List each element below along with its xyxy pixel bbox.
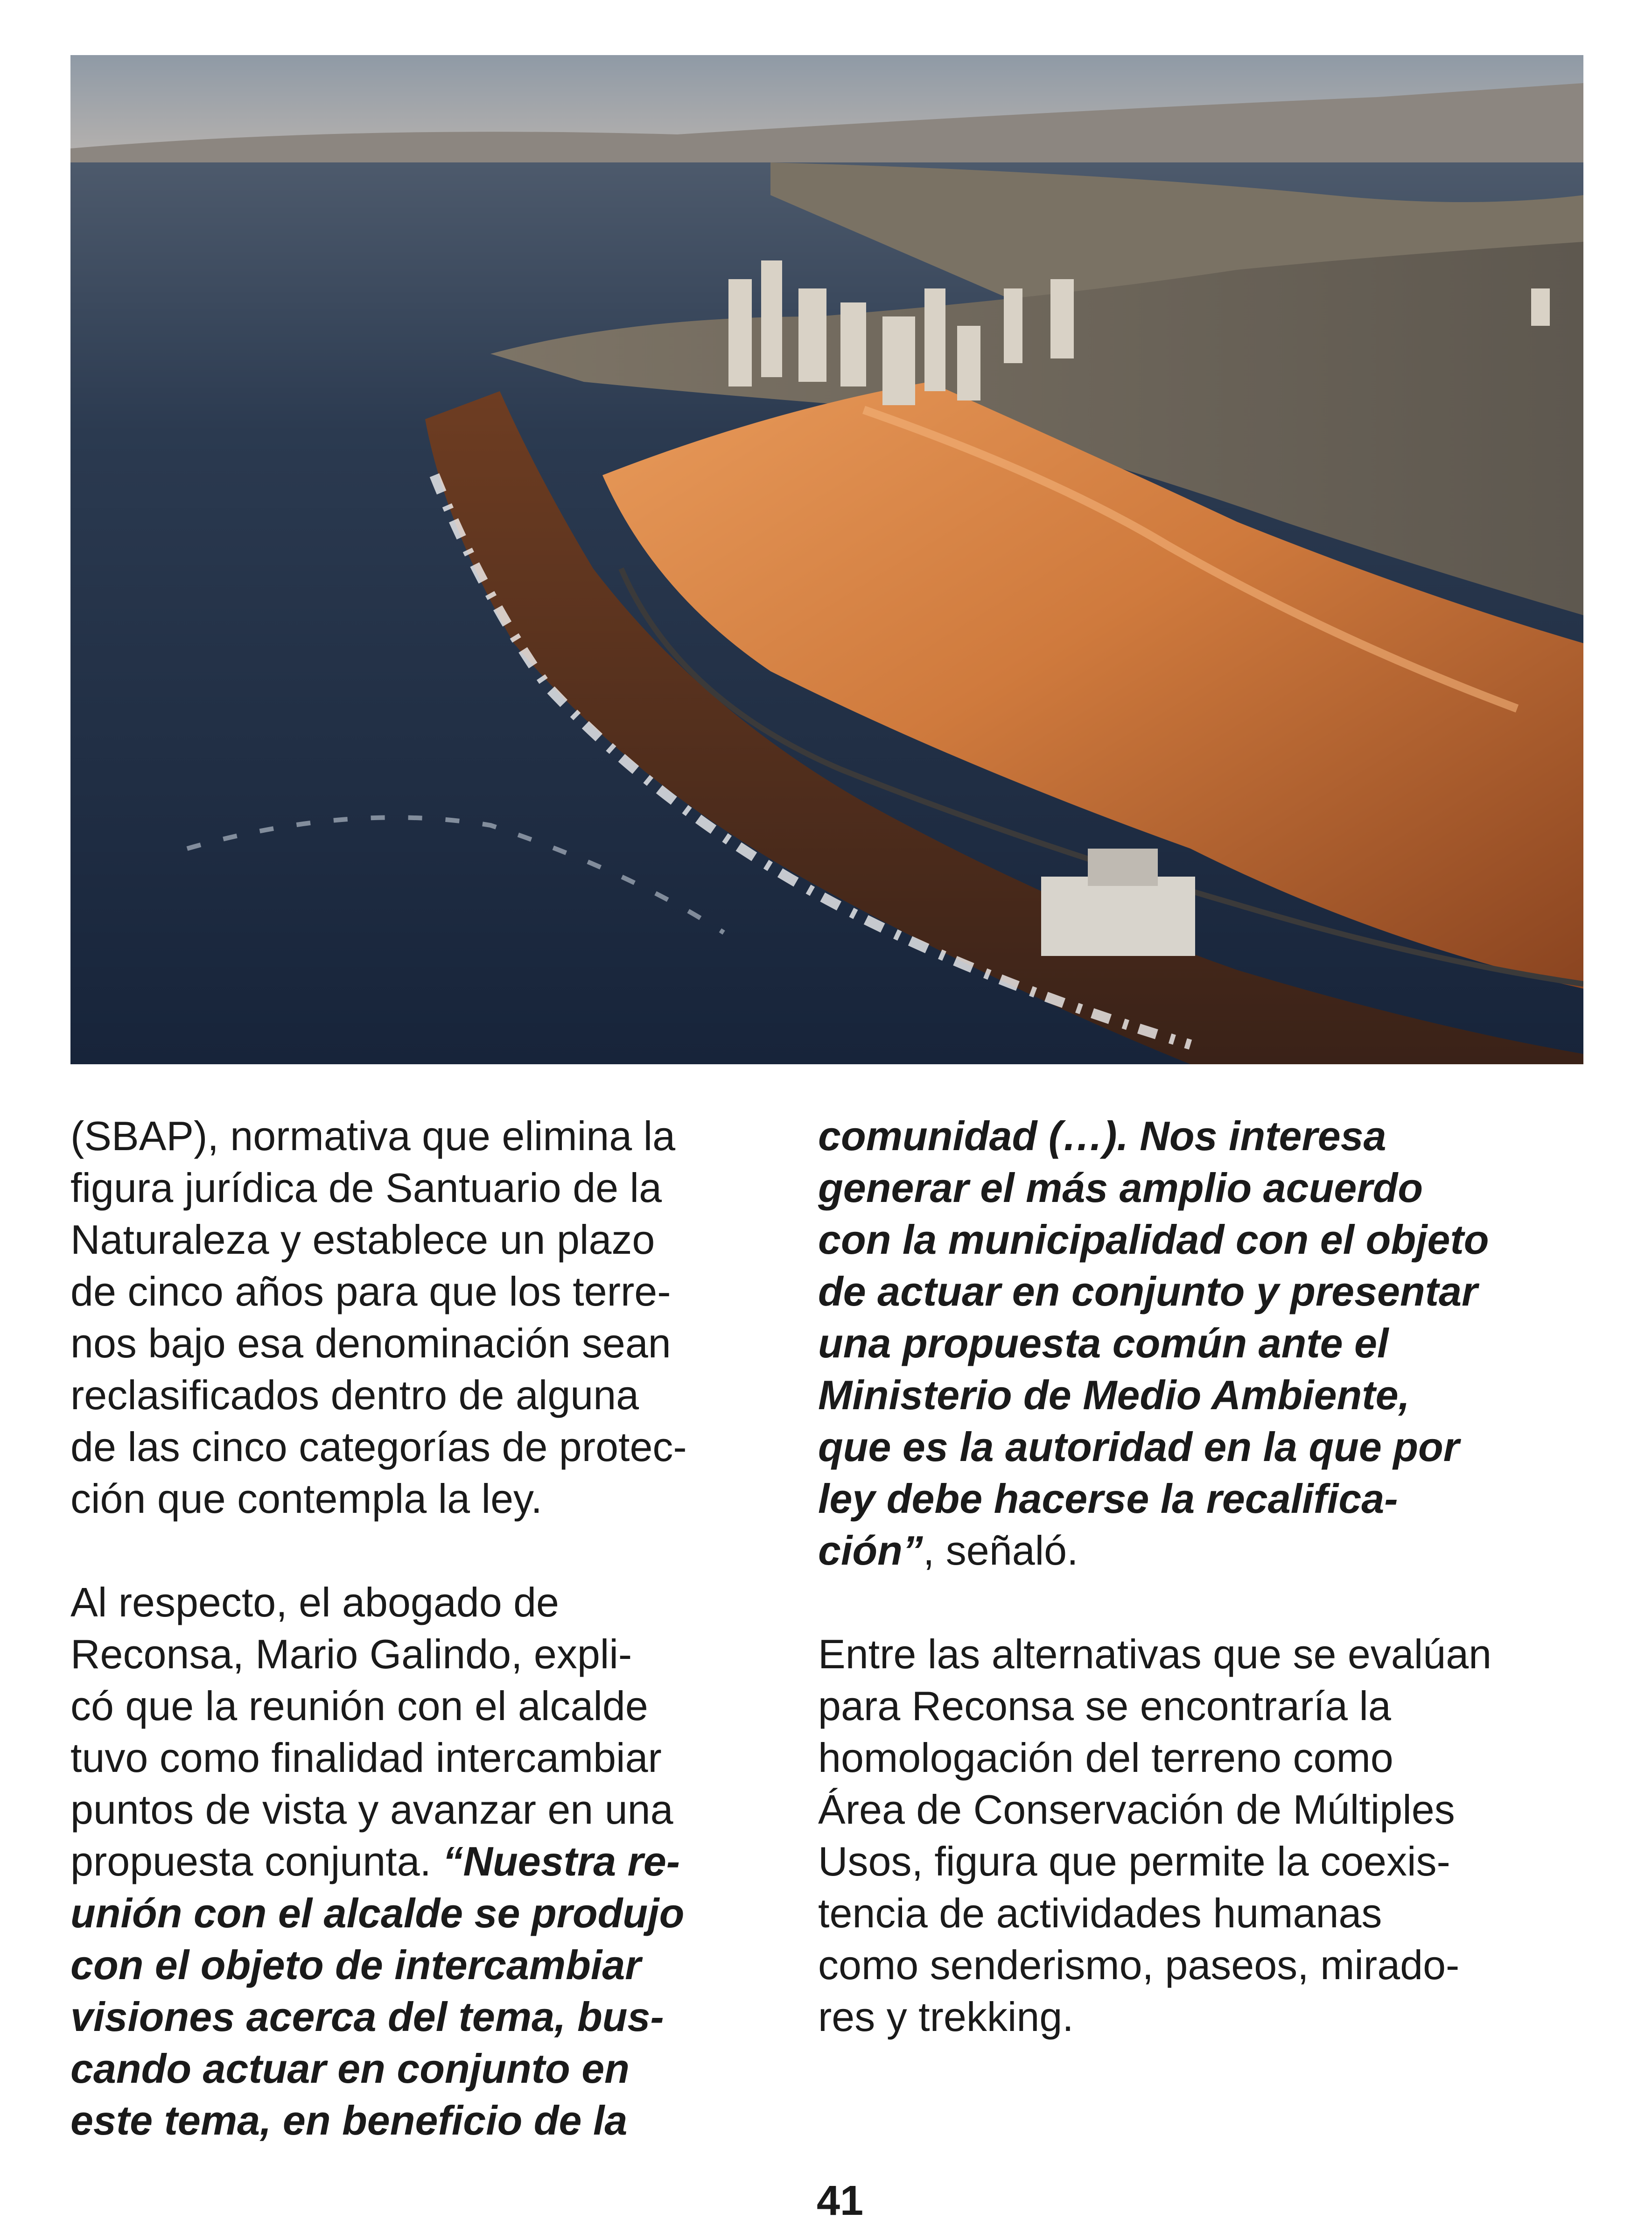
quote-line: unión con el alcalde se produjo (70, 1890, 685, 1936)
text-line: homologación del terreno como (818, 1735, 1393, 1781)
text-line: de las cinco categorías de protec- (70, 1424, 687, 1470)
page-number: 41 (816, 2178, 864, 2224)
text-line: para Reconsa se encontraría la (818, 1683, 1391, 1729)
text-line: figura jurídica de Santuario de la (70, 1165, 662, 1211)
quote-fragment: ción” (818, 1527, 923, 1574)
quote-line: cando actuar en conjunto en (70, 2045, 630, 2092)
quote-fragment: “Nuestra re- (442, 1838, 680, 1884)
quote-line: con el objeto de intercambiar (70, 1942, 641, 1988)
aerial-coast-photo (70, 55, 1583, 1064)
text-line: Área de Conservación de Múltiples (818, 1786, 1455, 1833)
quote-line: este tema, en beneficio de la (70, 2097, 628, 2143)
right-column (818, 1110, 1527, 2094)
text-line: Al respecto, el abogado de (70, 1579, 559, 1625)
left-paragraph-1 (70, 1110, 780, 1524)
text-line: (SBAP), normativa que elimina la (70, 1113, 676, 1159)
left-column (70, 1110, 780, 2198)
right-paragraph-1 (818, 1110, 1527, 1576)
quote-line: comunidad (…). Nos interesa (818, 1113, 1386, 1159)
text-line (70, 1835, 780, 1887)
text-line: nos bajo esa denominación sean (70, 1320, 671, 1366)
text-line: Usos, figura que permite la coexis- (818, 1838, 1450, 1884)
text-line: como senderismo, paseos, mirado- (818, 1942, 1460, 1988)
text-line: tuvo como finalidad intercambiar (70, 1735, 662, 1781)
text-line: có que la reunión con el alcalde (70, 1683, 648, 1729)
right-paragraph-2 (818, 1628, 1527, 2043)
quote-line: Ministerio de Medio Ambiente, (818, 1372, 1410, 1418)
text-fragment: , señaló. (923, 1527, 1078, 1574)
text-line: Entre las alternativas que se evalúan (818, 1631, 1492, 1677)
quote-line: generar el más amplio acuerdo (818, 1165, 1423, 1211)
text-line: reclasificados dentro de alguna (70, 1372, 639, 1418)
text-line: tencia de actividades humanas (818, 1890, 1382, 1936)
text-line: Naturaleza y establece un plazo (70, 1216, 655, 1263)
quote-line: con la municipalidad con el objeto (818, 1216, 1489, 1263)
quote-line: que es la autoridad en la que por (818, 1424, 1460, 1470)
quote-line: visiones acerca del tema, bus- (70, 1994, 664, 2040)
text-line (818, 1524, 1527, 1576)
text-fragment: propuesta conjunta. (70, 1838, 443, 1884)
quote-line: ley debe hacerse la recalifica- (818, 1475, 1398, 1522)
quote-line: de actuar en conjunto y presentar (818, 1268, 1478, 1314)
left-paragraph-2 (70, 1576, 780, 2146)
text-line: de cinco años para que los terre- (70, 1268, 671, 1314)
quote-line: una propuesta común ante el (818, 1320, 1389, 1366)
text-line: res y trekking. (818, 1994, 1074, 2040)
text-line: ción que contempla la ley. (70, 1475, 542, 1522)
text-line: Reconsa, Mario Galindo, expli- (70, 1631, 632, 1677)
text-line: puntos de vista y avanzar en una (70, 1786, 673, 1833)
